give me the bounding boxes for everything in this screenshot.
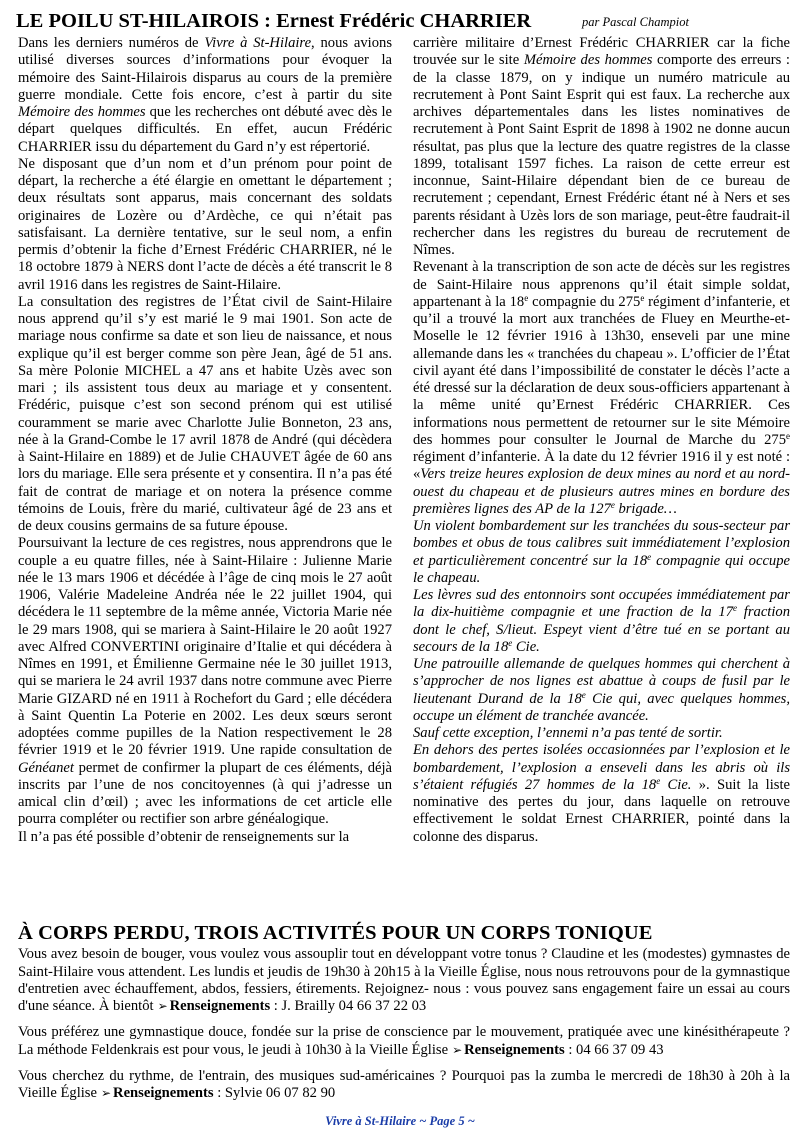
arrow-icon: ➢ [157,999,168,1014]
journal-quote-5: Sauf cette exception, l’ennemi n’a pas tenté de sortir. [413,725,723,741]
left-paragraph-2: Ne disposant que d’un nom et d’un prénom pour point de départ, la recherche a été élargie en omettant le département ; deux résultats sont apparus, mais concernant des soldats originaires de Lozère ou d’Ardèche, ce qui n’était pas satisfaisant. La dernière tentative, sur le seul nom, a enfin permis d’obtenir la fiche d’Ernest Frédéric CHARRIER, né le 18 octobre 1879 à NERS dont l’acte de décès a été transcrit le 8 avril 1916 dans les registres de Saint-Hilaire. [18,155,392,293]
left-paragraph-1: Dans les derniers numéros de Vivre à St-Hilaire, nous avions utilisé diverses sources d’informations pour évoquer la mémoire des Saint-Hilairois disparus au cours de la première guerre mondiale. Cette fois encore, c’est à partir du site Mémoire des hommes que les recherches ont débuté avec dès le départ quelques difficultés. En effet, aucun Frédéric CHARRIER issu du département du Gard n’y est répertorié. [18,35,392,155]
journal-quote-4: Une patrouille allemande de quelques hommes qui cherchent à s’approcher de nos lignes est abattue à coups de fusil par le lieutenant Durand de la 18e Cie qui, avec quelques hommes, occupe un élément de tranchée avancée. [413,656,790,724]
arrow-icon: ➢ [452,1042,463,1057]
article-byline: par Pascal Champiot [582,15,689,29]
left-paragraph-4: Poursuivant la lecture de ces registres, nous apprendrons que le couple a eu quatre filles, née à Saint-Hilaire : Julienne Marie née le 13 mars 1906 et décédée à l’âge de cinq mois le 27 août 1906, Valérie Madeleine Andréa née le 22 juillet 1904, qui décédera le 11 septembre de la même année, Victoria Marie née le 29 mars 1908, qui se mariera à Saint-Hilaire le 20 août 1927 avec Alfred CONVERTINI originaire d’Italie et qui décédera à Nîmes en 1991, et Émilienne Germaine née le 30 juillet 1913, qui se mariera le 24 avril 1937 dans notre commune avec Pierre Marie GIZARD né en 1911 à Rochefort du Gard ; elle décédera à Saint Quentin La Poterie en 2002. Les deux sœurs seront adoptées comme pupilles de la Nation respectivement le 28 février 1919 et le 20 février 1919. Une rapide consultation de Généanet permet de confirmer la plupart de ces éléments, déjà inscrits par l’une de nos concitoyennes (à qui j’adresse un amical clin d’œil) ; avec les informations de cet article elle pourra compléter ou rectifier son arbre généalogique. [18,535,392,828]
article-column-right [413,35,790,846]
gym-paragraph: Vous avez besoin de bouger, vous voulez vous assouplir tout en développant votre tonus ? Claudine et les (modestes) gymnastes de Saint-Hilaire vous attendent. Les lundis et jeudis de 19h30 à 20h15 à la Vieille Église, nous nous retrouvons pour de la gymnastique d'entretien avec échauffement, abdos, fessiers, étirements. Rejoignez- nous : vous pouvez sans engagement faire un essai au cours d'une séance. À bientôt ➢ Renseignements : J. Brailly 04 66 37 22 03 [18,946,790,1015]
zumba-contact: : Sylvie 06 07 82 90 [213,1085,336,1102]
page-footer: Vivre à St-Hilaire ~ Page 5 ~ [325,1114,475,1128]
article-title: LE POILU ST-HILAIROIS : Ernest Frédéric CHARRIER [16,10,532,32]
journal-quote-1: Vers treize heures explosion de deux mines au nord et au nord-ouest du chapeau et de plusieurs autres mines en bordure des premières lignes des AP de la 127e brigade… [413,466,790,517]
left-paragraph-5: Il n’a pas été possible d’obtenir de renseignements sur la [18,828,350,845]
magazine-name: Vivre à St-Hilaire [204,35,312,51]
activities-section [18,922,790,1112]
right-paragraph-2: Revenant à la transcription de son acte de décès sur les registres de Saint-Hilaire nous apprenons qu’il était simple soldat, appartenant à la 18e compagnie du 275e régiment d’infanterie, et qu’il a trouvé la mort aux tranchées de Fluey en Meurthe-et-Moselle le 12 février 1916 à 13h30, enseveli par une mine allemande dans les « tranchées du chapeau ». L’officier de l’État civil ayant été dans l’impossibilité de constater le décès l’acte a été dressé sur la déclaration de deux sous-officiers appartenant à la même unité qu’Ernest Frédéric CHARRIER. Ces informations nous permettent de retourner sur le site Mémoire des hommes pour consulter le Journal de Marche du 275e régiment d’infanterie. À la date du 12 février 1916 il y est noté : «Vers treize heures explosion de deux mines au nord et au nord-ouest du chapeau et de plusieurs autres mines en bordure des premières lignes des AP de la 127e brigade… [413,259,790,517]
journal-quote-6: En dehors des pertes isolées occasionnées par l’explosion et le bombardement, l’explosion a enseveli dans les abris où ils s’étaient réfugiés 27 hommes de la 18e Cie. [413,742,790,793]
activities-title: À CORPS PERDU, TROIS ACTIVITÉS POUR UN CORPS TONIQUE [18,922,653,944]
article-column-left [18,35,392,846]
right-paragraph-1: carrière militaire d’Ernest Frédéric CHARRIER car la fiche trouvée sur le site Mémoire des hommes comporte des erreurs : de la classe 1879, on y indique un numéro matricule au recrutement à Pont Saint Esprit qui est faux. La recherche aux archives départementales dans les listes nominatives de recrutement à Pont Saint Esprit de 1898 à 1902 ne donne aucun résultat, pas plus que la lecture des quatre registres de la classe 1899, totalisant 1597 fiches. La raison de cette erreur est inconnue, Saint-Hilaire dépendant bien de ce bureau de recrutement ; cependant, Ernest Frédéric étant né à Ners et ses parents résidant à Uzès lors de son mariage, peut-être faudrait-il rechercher dans les registres du bureau de recrutement de Nîmes. [413,35,790,258]
arrow-icon: ➢ [100,1086,112,1101]
geneanet-name: Généanet [18,759,74,776]
right-paragraph-end: En dehors des pertes isolées occasionnées par l’explosion et le bombardement, l’explosion a enseveli dans les abris où ils s’étaient réfugiés 27 hommes de la 18e Cie. ». Suit la liste nominative des pertes du jour, dans laquelle on retrouve effectivement le soldat Ernest CHARRIER, pointé dans la colonne des disparus. [413,742,790,845]
zumba-paragraph: Vous cherchez du rythme, de l'entrain, des musiques sud-américaines ? Pourquoi pas la zumba le mercredi de 18h30 à 20h à la Vieille Église ➢ Renseignements : Sylvie 06 07 82 90 [18,1068,790,1102]
journal-quote-3: Les lèvres sud des entonnoirs sont occupées immédiatement par la dix-huitième compagnie et une fraction de la 17e fraction dont le chef, S/lieut. Espeyt vient d’être tué en se portant au secours de la 18e Cie. [413,587,790,655]
journal-quote-2: Un violent bombardement sur les tranchées du sous-secteur par bombes et obus de tous calibres suit immédiatement l’explosion et particulièrement concentré sur la 18e compagnie qui occupe le chapeau. [413,518,790,586]
site-name: Mémoire des hommes [18,104,146,120]
gym-contact: : J. Brailly 04 66 37 22 03 [270,998,427,1015]
article-header [16,10,776,36]
feldenkrais-paragraph: Vous préférez une gymnastique douce, fondée sur la prise de conscience par le mouvement, pratiquée avec une kinésithérapeute ? La méthode Feldenkrais est pour vous, le jeudi à 10h30 à la Vieille Église ➢ Renseignements : 04 66 37 09 43 [18,1024,790,1058]
feldenkrais-contact: : 04 66 37 09 43 [564,1041,664,1058]
left-paragraph-3: La consultation des registres de l’État civil de Saint-Hilaire nous apprend qu’il s’y est marié le 9 mai 1901. Son acte de mariage nous confirme sa date et son lieu de naissance, et nous explique qu’il est berger comme son père Jean, âgé de 51 ans. Sa mère Polonie MICHEL a 47 ans et habite Uzès avec son mari ; ils assistent tous deux au mariage et y consentent. Frédéric, puisque c’est son second prénom qui est utilisé couramment se marie avec Charlotte Julie Bonneton, 23 ans, née à la Grand-Combe le 17 avril 1878 de André (qui décèdera à Saint-Hilaire en 1889) et de Julie CHAUVET âgée de 60 ans lors du mariage. Elle sera présente et y consentira. Il n’a pas été fait de contrat de mariage et on notera la présence comme témoins de Louis, frère du marié, cultivateur âgé de 23 ans et de deux cousins germains de sa future épouse. [18,293,392,534]
